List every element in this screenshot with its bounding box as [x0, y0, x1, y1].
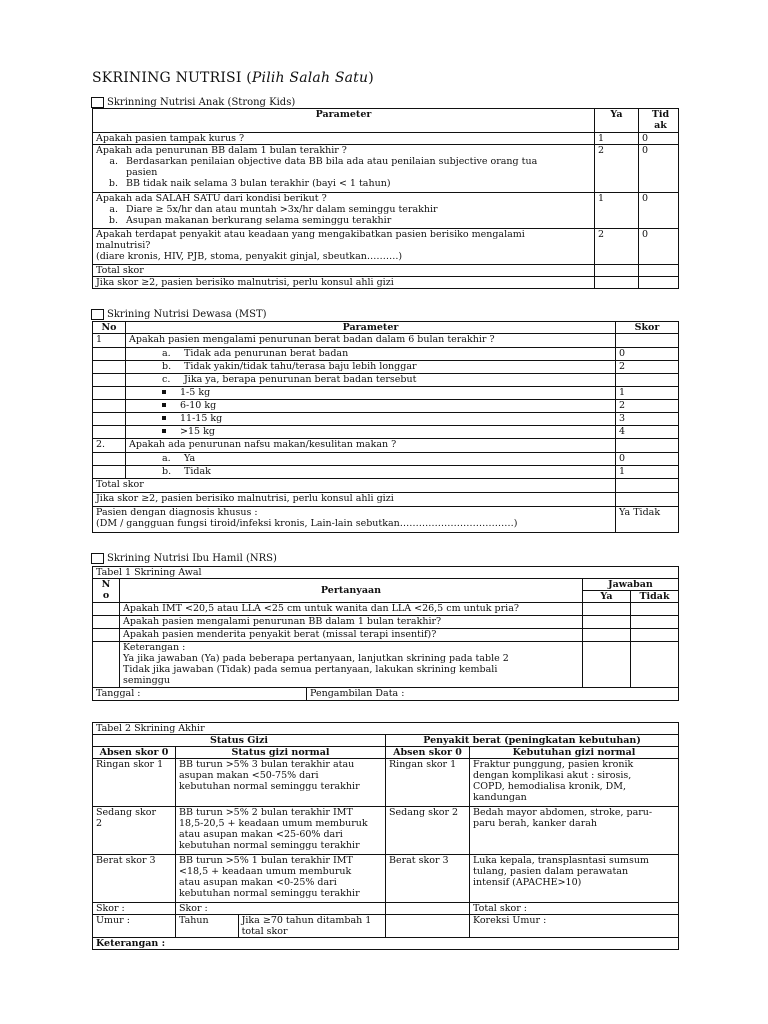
table-cell — [631, 642, 679, 688]
preg-checkbox[interactable] — [91, 553, 104, 564]
tabel2-table — [92, 722, 679, 950]
table-cell: 1 — [616, 387, 679, 400]
table-cell[interactable] — [583, 603, 631, 616]
table-cell: Apakah pasien tampak kurus ? — [93, 133, 595, 145]
table-cell — [93, 374, 126, 387]
table-cell: 0 — [639, 193, 679, 229]
bullet-icon — [162, 416, 166, 420]
adult-checkbox[interactable] — [91, 309, 104, 320]
kids-table — [92, 108, 679, 289]
table-cell: 1 — [595, 133, 639, 145]
table-header-cell: Pertanyaan — [120, 579, 583, 603]
adult-header-parameter: Parameter — [126, 322, 616, 334]
table-cell: Keterangan : Ya jika jawaban (Ya) pada beberapa pertanyaan, lanjutkan skrining pada table 2 Tidak jika jawaban (Tidak) pada semua pertanyaan, lakukan skrining kembali seminggu — [120, 642, 583, 688]
table-header-cell: Status Gizi — [93, 735, 386, 747]
table-cell: 0 — [639, 229, 679, 265]
adult-diag-options[interactable]: Ya Tidak — [616, 507, 679, 533]
table-cell — [93, 400, 126, 413]
table-cell: Berat skor 3 — [386, 855, 470, 903]
table-cell: Apakah ada penurunan BB dalam 1 bulan terakhir ? a. Berdasarkan penilaian objective data BB bila ada atau penilaian subjective orang tua pasien b. BB tidak naik selama 3 bulan terakhir (bayi < 1 tahun) — [93, 145, 595, 193]
table-cell[interactable] — [583, 616, 631, 629]
tabel2-keterangan: Keterangan : — [93, 938, 679, 950]
table-cell: Ringan skor 1 — [386, 759, 470, 807]
table-row — [93, 855, 679, 903]
table-cell: BB turun >5% 2 bulan terakhir IMT 18,5-20,5 + keadaan umum memburuk atau asupan makan <25-60% dari kebutuhan normal seminggu terakhir — [176, 807, 386, 855]
table-cell: 6-10 kg — [126, 400, 616, 413]
table-row — [93, 193, 679, 229]
table-cell — [93, 466, 126, 479]
table-row — [93, 759, 679, 807]
bullet-icon — [162, 403, 166, 407]
table-cell: 4 — [616, 426, 679, 439]
table-cell — [93, 616, 120, 629]
table-cell: 0 — [639, 145, 679, 193]
table-cell: 2 — [595, 145, 639, 193]
table-cell — [386, 903, 470, 915]
table-cell[interactable] — [631, 603, 679, 616]
table-cell[interactable] — [631, 629, 679, 642]
pengambilan-field[interactable]: Pengambilan Data : — [307, 688, 679, 701]
table-header-cell: Kebutuhan gizi normal — [470, 747, 679, 759]
page-title: SKRINING NUTRISI (Pilih Salah Satu) — [92, 70, 374, 86]
table-cell: Sedang skor 2 — [386, 807, 470, 855]
adult-section-label: Skrining Nutrisi Dewasa (MST) — [91, 309, 267, 320]
table-cell — [93, 413, 126, 426]
table-cell: Sedang skor 2 — [93, 807, 176, 855]
table-row — [93, 145, 679, 193]
table-cell — [386, 915, 470, 938]
table-row — [93, 229, 679, 265]
kids-section-label: Skrinning Nutrisi Anak (Strong Kids) — [91, 97, 295, 108]
table-cell: a. Ya — [126, 453, 616, 466]
table-cell[interactable] — [631, 616, 679, 629]
table-header-cell: Ya — [583, 591, 631, 603]
table-cell: 0 — [639, 133, 679, 145]
table-cell: 1 — [616, 466, 679, 479]
tanggal-field[interactable]: Tanggal : — [93, 688, 307, 701]
table-row — [93, 133, 679, 145]
table-header-cell: Penyakit berat (peningkatan kebutuhan) — [386, 735, 679, 747]
kids-header-parameter: Parameter — [93, 109, 595, 133]
table-cell: 2 — [595, 229, 639, 265]
table-cell[interactable] — [583, 629, 631, 642]
table-cell: 2 — [616, 400, 679, 413]
table-cell: Berat skor 3 — [93, 855, 176, 903]
table-cell: b. Tidak yakin/tidak tahu/terasa baju lebih longgar — [126, 361, 616, 374]
table-header-cell: Tidak — [631, 591, 679, 603]
table-cell — [93, 642, 120, 688]
table-cell — [639, 277, 679, 289]
table-cell[interactable] — [639, 265, 679, 277]
table-cell: BB turun >5% 1 bulan terakhir IMT <18,5 + keadaan umum memburuk atau asupan makan <0-25% dari kebutuhan normal seminggu terakhir — [176, 855, 386, 903]
table-cell: b. Tidak — [126, 466, 616, 479]
table-cell — [93, 603, 120, 616]
preg-section-label: Skrining Nutrisi Ibu Hamil (NRS) — [91, 553, 277, 564]
adult-header-no: No — [93, 322, 126, 334]
tabel1-title: Tabel 1 Skrining Awal — [93, 567, 679, 579]
kids-header-ya: Ya — [595, 109, 639, 133]
table-cell: 1 — [595, 193, 639, 229]
table-header-cell: N o — [93, 579, 120, 603]
table-cell — [616, 334, 679, 348]
table-cell: Bedah mayor abdomen, stroke, paru-paru berah, kanker darah — [470, 807, 679, 855]
adult-header-skor: Skor — [616, 322, 679, 334]
table-cell: 2 — [616, 361, 679, 374]
table-cell: Tahun Jika ≥70 tahun ditambah 1 total skor — [176, 915, 386, 938]
table-cell: Apakah terdapat penyakit atau keadaan yang mengakibatkan pasien berisiko mengalami malnutrisi? (diare kronis, HIV, PJB, stoma, penyakit ginjal, sbeutkan……….) — [93, 229, 595, 265]
table-cell — [616, 439, 679, 453]
table-cell[interactable]: Skor : — [93, 903, 176, 915]
table-cell: Fraktur punggung, pasien kronik dengan komplikasi akut : sirosis, COPD, hemodialisa kronik, DM, kandungan — [470, 759, 679, 807]
table-cell[interactable]: Skor : — [176, 903, 386, 915]
table-row — [93, 807, 679, 855]
table-cell: Apakah pasien menderita penyakit berat (missal terapi insentif)? — [120, 629, 583, 642]
table-cell: 0 — [616, 453, 679, 466]
table-cell[interactable]: Koreksi Umur : — [470, 915, 679, 938]
table-cell: Apakah ada SALAH SATU dari kondisi berikut ? a. Diare ≥ 5x/hr dan atau muntah >3x/hr dalam seminggu terakhir b. Asupan makanan berkurang selama seminggu terakhir — [93, 193, 595, 229]
table-cell: a. Tidak ada penurunan berat badan — [126, 348, 616, 361]
table-cell — [93, 426, 126, 439]
table-cell[interactable]: Total skor : — [470, 903, 679, 915]
adult-total-label: Total skor — [93, 479, 616, 493]
table-cell — [93, 348, 126, 361]
table-cell[interactable]: Umur : — [93, 915, 176, 938]
table-cell: 0 — [616, 348, 679, 361]
kids-header-tidak: Tidak — [639, 109, 679, 133]
kids-checkbox[interactable] — [91, 97, 104, 108]
kids-note: Jika skor ≥2, pasien berisiko malnutrisi, perlu konsul ahli gizi — [93, 277, 595, 289]
table-cell: BB turun >5% 3 bulan terakhir atau asupan makan <50-75% dari kebutuhan normal seminggu terakhir — [176, 759, 386, 807]
table-cell[interactable] — [595, 265, 639, 277]
kids-total-label: Total skor — [93, 265, 595, 277]
tabel2-title: Tabel 2 Skrining Akhir — [93, 723, 679, 735]
preg-table — [92, 566, 679, 701]
table-cell[interactable] — [616, 479, 679, 493]
table-cell: Apakah ada penurunan nafsu makan/kesulitan makan ? — [126, 439, 616, 453]
table-cell: 2. — [93, 439, 126, 453]
table-cell — [93, 361, 126, 374]
bullet-icon — [162, 429, 166, 433]
table-cell: Apakah pasien mengalami penurunan berat badan dalam 6 bulan terakhir ? — [126, 334, 616, 348]
table-cell — [616, 374, 679, 387]
table-cell — [93, 629, 120, 642]
table-cell — [616, 493, 679, 507]
table-cell: 1-5 kg — [126, 387, 616, 400]
table-header-cell: Jawaban — [583, 579, 679, 591]
table-cell: 11-15 kg — [126, 413, 616, 426]
table-cell: Ringan skor 1 — [93, 759, 176, 807]
table-header-cell: Status gizi normal — [176, 747, 386, 759]
table-header-cell: Absen skor 0 — [386, 747, 470, 759]
adult-note: Jika skor ≥2, pasien berisiko malnutrisi, perlu konsul ahli gizi — [93, 493, 616, 507]
adult-table — [92, 321, 679, 533]
table-cell — [583, 642, 631, 688]
table-cell: c. Jika ya, berapa penurunan berat badan tersebut — [126, 374, 616, 387]
table-header-cell: Absen skor 0 — [93, 747, 176, 759]
table-cell: Apakah pasien mengalami penurunan BB dalam 1 bulan terakhir? — [120, 616, 583, 629]
table-cell: 1 — [93, 334, 126, 348]
table-cell: >15 kg — [126, 426, 616, 439]
table-cell: Luka kepala, transplasntasi sumsum tulang, pasien dalam perawatan intensif (APACHE>10) — [470, 855, 679, 903]
table-cell: Apakah IMT <20,5 atau LLA <25 cm untuk wanita dan LLA <26,5 cm untuk pria? — [120, 603, 583, 616]
table-cell: 3 — [616, 413, 679, 426]
table-cell — [93, 453, 126, 466]
table-cell — [93, 387, 126, 400]
bullet-icon — [162, 390, 166, 394]
table-cell — [595, 277, 639, 289]
table-cell: Pasien dengan diagnosis khusus : (DM / gangguan fungsi tiroid/infeksi kronis, Lain-lain sebutkan………………………………) — [93, 507, 616, 533]
